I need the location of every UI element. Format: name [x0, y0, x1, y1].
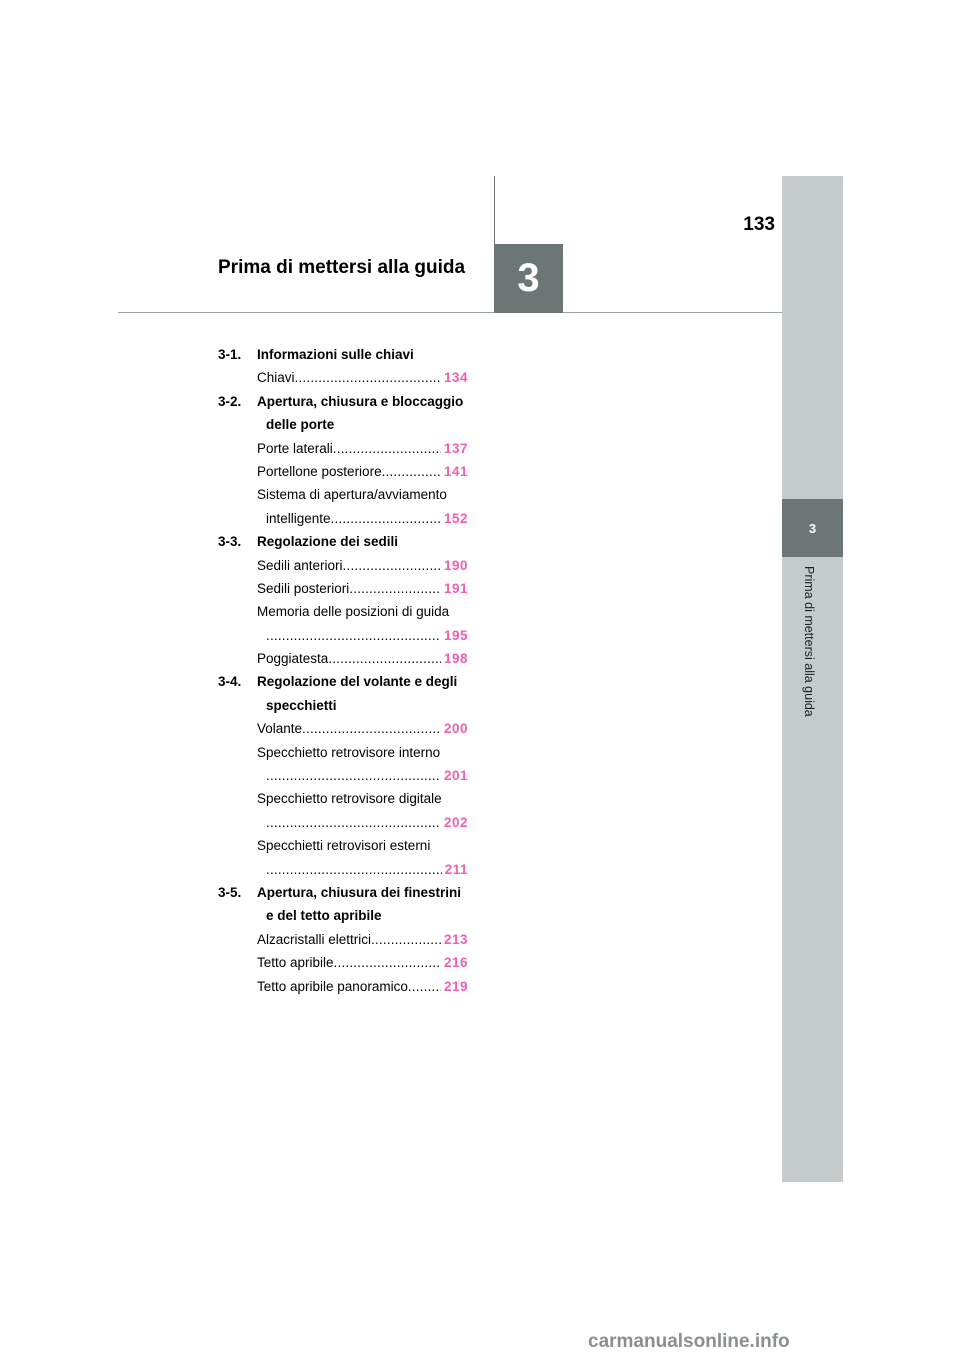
toc-entry[interactable]	[218, 366, 468, 389]
entry-text: Tetto apribile panoramico	[257, 978, 408, 994]
toc-section-heading[interactable]	[218, 881, 468, 904]
entry-text: Poggiatesta	[257, 651, 329, 667]
entry-page-link[interactable]: 191	[443, 580, 468, 596]
entry-text: Memoria delle posizioni di guida	[257, 604, 450, 620]
chapter-number: 3	[517, 256, 540, 300]
entry-page-link[interactable]: 219	[443, 978, 468, 994]
toc-entry[interactable]	[218, 600, 468, 623]
header-divider-vertical	[494, 176, 495, 244]
toc-section-heading[interactable]	[218, 343, 468, 366]
toc-entry-cont[interactable]	[218, 764, 468, 787]
chapter-number-box	[494, 244, 563, 313]
entry-page-link[interactable]: 198	[443, 651, 468, 667]
section-title: Informazioni sulle chiavi	[257, 347, 414, 362]
entry-text: Sedili posteriori	[257, 580, 350, 596]
toc-entry[interactable]	[218, 577, 468, 600]
entry-text: Specchietto retrovisore digitale	[257, 791, 442, 807]
entry-text-cont: intelligente	[266, 510, 331, 526]
toc-entry-cont[interactable]	[218, 858, 468, 881]
entry-page-link[interactable]: 134	[443, 370, 468, 386]
toc-entry[interactable]	[218, 483, 468, 506]
entry-page-link[interactable]: 216	[443, 955, 468, 971]
toc-entry[interactable]	[218, 975, 468, 998]
entry-text: Specchietti retrovisori esterni	[257, 838, 431, 854]
entry-text: Specchietto retrovisore interno	[257, 744, 441, 760]
entry-page-link[interactable]: 213	[443, 931, 468, 947]
entry-page-link[interactable]: 201	[443, 768, 468, 784]
section-title-cont: e del tetto apribile	[266, 908, 382, 924]
toc-entry[interactable]	[218, 834, 468, 857]
section-number: 3-4.	[218, 674, 242, 690]
entry-page-link[interactable]: 137	[443, 440, 468, 456]
toc-entry[interactable]	[218, 647, 468, 670]
toc-entry[interactable]	[218, 717, 468, 740]
section-title: Regolazione dei sedili	[257, 534, 399, 550]
section-number: 3-2.	[218, 393, 242, 409]
entry-text: Sedili anteriori	[257, 557, 343, 573]
entry-page-link[interactable]: 195	[443, 627, 468, 643]
toc-section-heading[interactable]	[218, 670, 468, 693]
toc-entry-cont[interactable]	[218, 507, 468, 530]
section-title: Apertura, chiusura dei finestrini	[257, 884, 462, 900]
toc-entry[interactable]	[218, 928, 468, 951]
side-chapter-tab[interactable]	[782, 499, 843, 557]
entry-text: Volante	[257, 721, 303, 737]
entry-page-link[interactable]: 200	[443, 721, 468, 737]
entry-page-link[interactable]: 190	[443, 557, 468, 573]
toc-section-heading-cont	[218, 413, 468, 436]
section-number: 3-5.	[218, 884, 242, 900]
toc-entry[interactable]	[218, 787, 468, 810]
entry-page-link[interactable]: 211	[444, 861, 468, 877]
page-number: 133	[743, 214, 775, 235]
entry-text: Portellone posteriore	[257, 463, 382, 479]
entry-text: Alzacristalli elettrici	[257, 931, 372, 947]
header-divider-horizontal	[118, 312, 782, 313]
section-title: Regolazione del volante e degli	[257, 674, 458, 690]
entry-text: Sistema di apertura/avviamento	[257, 487, 447, 503]
table-of-contents	[218, 343, 468, 998]
section-number: 3-1.	[218, 347, 242, 362]
side-chapter-label: Prima di mettersi alla guida	[802, 566, 816, 717]
toc-entry-cont[interactable]	[218, 624, 468, 647]
entry-page-link[interactable]: 141	[443, 463, 468, 479]
entry-text: Chiavi	[257, 370, 295, 386]
toc-section-heading[interactable]	[218, 390, 468, 413]
toc-section-heading[interactable]	[218, 530, 468, 553]
entry-page-link[interactable]: 202	[443, 814, 468, 830]
toc-section-heading-cont	[218, 694, 468, 717]
side-tab-number: 3	[808, 520, 817, 536]
footer-watermark: carmanualsonline.info	[588, 1331, 790, 1352]
entry-page-link[interactable]: 152	[443, 510, 468, 526]
section-number: 3-3.	[218, 534, 242, 550]
section-title-cont: delle porte	[266, 417, 335, 433]
chapter-title: Prima di mettersi alla guida	[218, 257, 466, 278]
section-title: Apertura, chiusura e bloccaggio	[257, 393, 464, 409]
toc-entry[interactable]	[218, 951, 468, 974]
entry-text: Porte laterali	[257, 440, 333, 456]
entry-text: Tetto apribile	[257, 955, 334, 971]
toc-entry[interactable]	[218, 741, 468, 764]
toc-section-heading-cont	[218, 904, 468, 927]
toc-entry[interactable]	[218, 554, 468, 577]
section-title-cont: specchietti	[266, 697, 337, 713]
toc-entry[interactable]	[218, 437, 468, 460]
toc-entry-cont[interactable]	[218, 811, 468, 834]
toc-entry[interactable]	[218, 460, 468, 483]
